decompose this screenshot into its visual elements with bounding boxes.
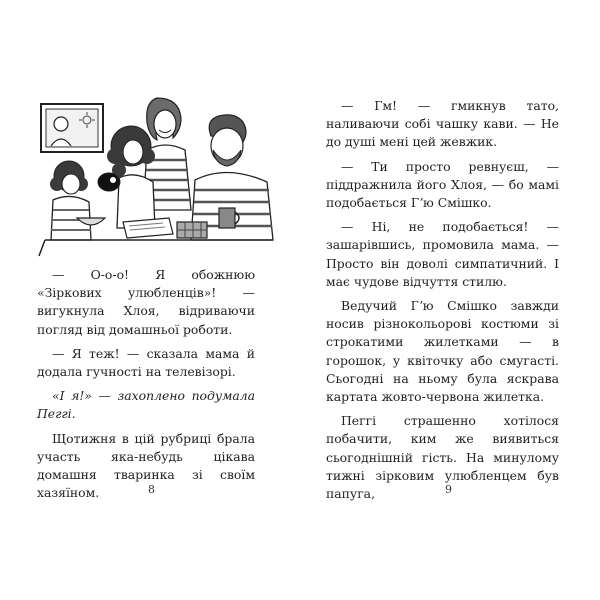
paragraph: Ведучий Гʼю Смішко завжди носив різнокольорові костюми зі строкатими жилетками — в горошок, у квіточку або смугасті. Сьогодні на ньому була яскрава картата жовто-червона жилетка. (326, 298, 559, 405)
paragraph: Пеггі страшенно хотілося побачити, ким же виявиться сьогоднішній гість. На минулому тижні зірковим улюбленцем був папуга, (326, 413, 559, 502)
paragraph: — Ні, не подобається! — зашарівшись, промовила мама. — Просто він доволі симпатичний. І має чудове відчуття стилю. (326, 219, 559, 289)
family-illustration (35, 90, 275, 260)
paragraph: Щотижня в цій рубриці брала участь яка-небудь цікава домашня тваринка зі своїм хазяїном. (37, 430, 255, 501)
page-number: 8 (148, 483, 155, 496)
page-number: 9 (445, 483, 452, 496)
paragraph-italic: «І я!» — захоплено подумала Пеггі. (37, 388, 255, 422)
right-page-text (326, 97, 559, 509)
paragraph: — Я теж! — сказала мама й додала гучності на телевізорі. (37, 345, 255, 380)
paragraph: — Ти просто ревнуєш, — піддражнила його Хлоя, — бо мамі подобається Гʼю Смішко. (326, 158, 559, 211)
paragraph: — Гм! — гмикнув тато, наливаючи собі чашку кави. — Не до душі мені цей жевжик. (326, 98, 559, 150)
family-drawing (35, 90, 275, 260)
left-page-text (37, 266, 255, 508)
paragraph: — О-о-о! Я обожнюю «Зіркових улюбленців»! — вигукнула Хлоя, відриваючи погляд від домашньої роботи. (37, 267, 255, 337)
right-page (300, 0, 600, 600)
paragraph (37, 387, 255, 423)
